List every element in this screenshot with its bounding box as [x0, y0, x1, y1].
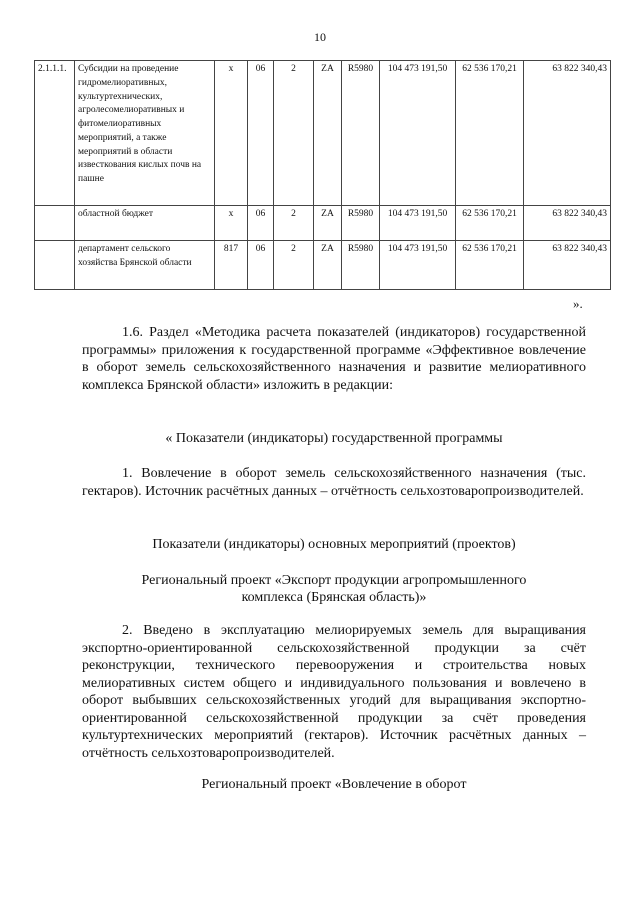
cell-csr1: ZA — [314, 61, 342, 206]
cell-code — [35, 206, 75, 241]
cell-pr: 2 — [274, 206, 314, 241]
cell-pr: 2 — [274, 241, 314, 290]
cell-csr2: R5980 — [342, 206, 380, 241]
cell-code — [35, 241, 75, 290]
table-row — [35, 241, 611, 290]
cell-year1: 62 536 170,21 — [456, 241, 524, 290]
budget-table — [34, 60, 611, 290]
cell-csr1: ZA — [314, 206, 342, 241]
cell-rz: 06 — [248, 206, 274, 241]
table-row — [35, 206, 611, 241]
cell-name: департамент сельского хозяйства Брянской области — [75, 241, 215, 290]
cell-year2: 63 822 340,43 — [524, 206, 611, 241]
cell-name: областной бюджет — [75, 206, 215, 241]
heading-indicators: « Показатели (индикаторы) государственной программы — [165, 431, 503, 446]
heading-involvement: Региональный проект «Вовлечение в оборот — [201, 777, 467, 792]
cell-csr2: R5980 — [342, 61, 380, 206]
cell-csr1: ZA — [314, 241, 342, 290]
cell-total: 104 473 191,50 — [380, 241, 456, 290]
cell-year1: 62 536 170,21 — [456, 61, 524, 206]
cell-grbs: х — [215, 206, 248, 241]
cell-year2: 63 822 340,43 — [524, 241, 611, 290]
table-row — [35, 61, 611, 206]
heading-main-activities: Показатели (индикаторы) основных мероприятий (проектов) — [152, 537, 516, 552]
cell-name: Субсидии на проведение гидромелиоративных, культуртехнических, агролесомелиоративных и фитомелиоративных мероприятий, а также мероприятий в области известкования кислых почв на пашне — [75, 61, 215, 206]
cell-csr2: R5980 — [342, 241, 380, 290]
cell-total: 104 473 191,50 — [380, 206, 456, 241]
cell-code: 2.1.1.1. — [35, 61, 75, 206]
paragraph-1-6: 1.6. Раздел «Методика расчета показателей (индикаторов) государственной программы» приложения к государственной программе «Эффективное вовлечение в оборот земель сельскохозяйственного назначения и развитие мелиоративного комплекса Брянской области» изложить в редакции: — [82, 325, 586, 393]
cell-rz: 06 — [248, 241, 274, 290]
paragraph-item-1: 1. Вовлечение в оборот земель сельскохозяйственного назначения (тыс. гектаров). Источник расчётных данных – отчётность сельхозтоваропроизводителей. — [82, 466, 586, 499]
cell-grbs: 817 — [215, 241, 248, 290]
paragraph-item-2: 2. Введено в эксплуатацию мелиорируемых земель для выращивания экспортно-ориентированной сельскохозяйственной продукции за счёт реконструкции, технического перевооружения и строительства новых мелиоративных систем общего и индивидуального пользования и вовлечено в оборот выбывших сельскохозяйственных угодий для выращивания экспортно-ориентированной сельскохозяйственной продукции за счёт проведения культуртехнических мероприятий (гектаров). Источник расчётных данных – отчётность сельхозтоваропроизводителей. — [82, 623, 586, 761]
cell-rz: 06 — [248, 61, 274, 206]
cell-year2: 63 822 340,43 — [524, 61, 611, 206]
cell-total: 104 473 191,50 — [380, 61, 456, 206]
page-number: 10 — [314, 30, 326, 44]
cell-year1: 62 536 170,21 — [456, 206, 524, 241]
heading-export-line1: Региональный проект «Экспорт продукции агропромышленного — [141, 573, 527, 588]
closing-quote: ». — [573, 296, 583, 311]
cell-pr: 2 — [274, 61, 314, 206]
cell-grbs: х — [215, 61, 248, 206]
heading-export-line2: комплекса (Брянская область)» — [241, 590, 427, 605]
